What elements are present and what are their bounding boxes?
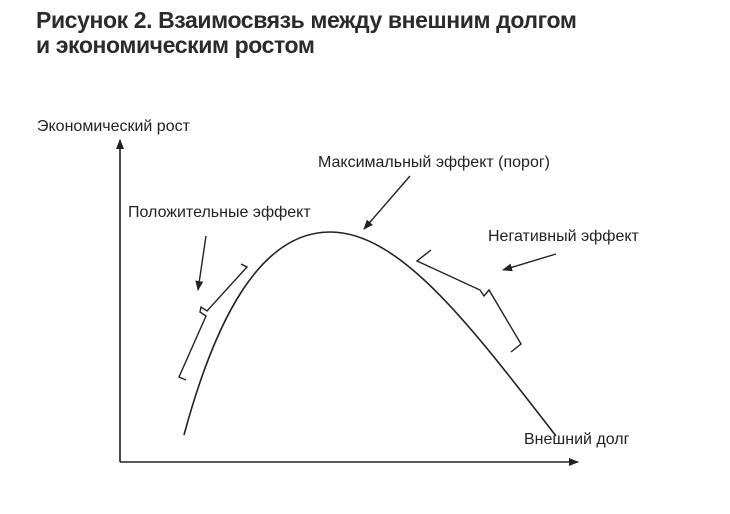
- y-axis-label: Экономический рост: [37, 118, 190, 135]
- x-axis-label: Внешний долг: [524, 431, 630, 448]
- positive-effect-brace: [179, 264, 247, 380]
- positive-effect-arrow: [198, 236, 206, 290]
- negative-effect-brace: [417, 250, 521, 352]
- figure-title-line-1: Рисунок 2. Взаимосвязь между внешним долгом: [36, 7, 577, 33]
- threshold-label: Максимальный эффект (порог): [318, 154, 551, 171]
- figure-title-line-2: и экономическим ростом: [36, 32, 315, 58]
- threshold-arrow: [364, 176, 410, 229]
- positive-effect-label: Положительные эффект: [128, 204, 311, 221]
- debt-growth-curve: [184, 232, 556, 436]
- negative-effect-arrow: [503, 254, 556, 270]
- negative-effect-label: Негативный эффект: [488, 228, 639, 245]
